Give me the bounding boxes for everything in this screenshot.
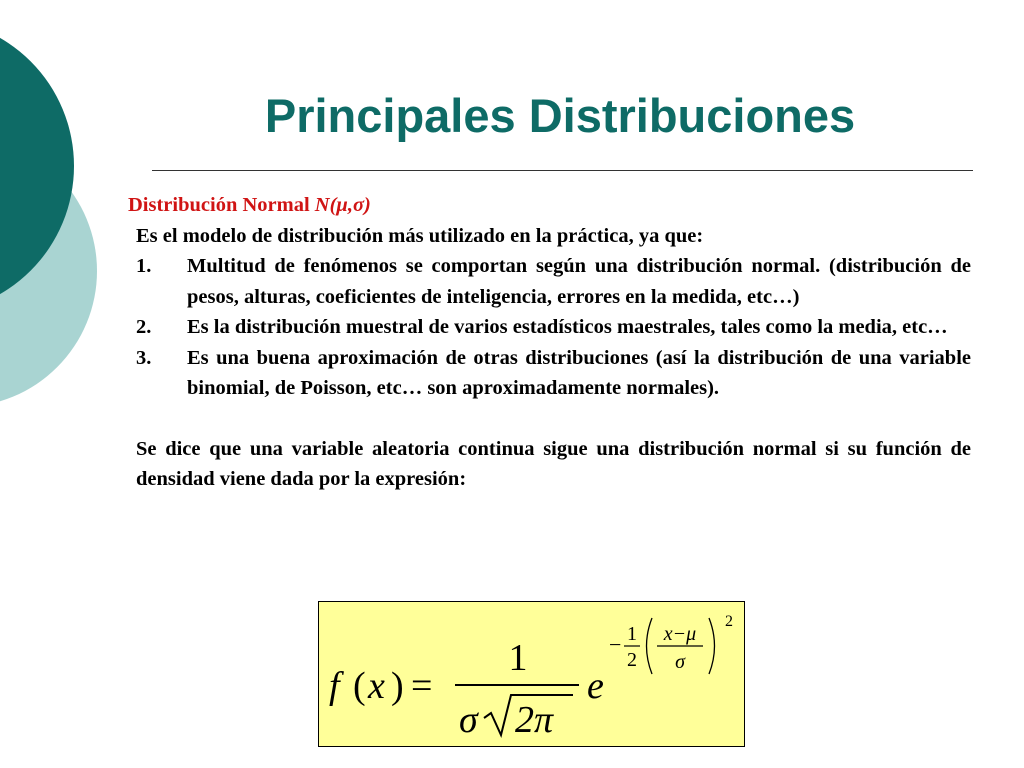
- spacer: [136, 404, 971, 434]
- fraction-numerator: 1: [508, 637, 528, 679]
- formula-f: f: [329, 665, 340, 707]
- exponent-inner-denominator: σ: [675, 651, 685, 673]
- exponent-inner-numerator: x−μ: [663, 623, 697, 645]
- formula-x: x: [368, 665, 385, 707]
- slide-title: Principales Distribuciones: [264, 89, 856, 142]
- exponent-minus: −: [609, 632, 622, 657]
- formula-paren-close: ): [391, 665, 404, 707]
- formula-e: e: [587, 665, 604, 707]
- list-item: [136, 343, 971, 404]
- exponent-power: 2: [725, 613, 733, 630]
- list-item-number: 3.: [136, 346, 152, 369]
- exponent-left-paren: [647, 618, 653, 674]
- denominator-sigma: σ: [459, 699, 478, 741]
- density-formula-box: [318, 601, 745, 747]
- list-item: [136, 312, 971, 343]
- exponent-half-numerator: 1: [627, 623, 637, 645]
- formula-equals: =: [411, 665, 433, 707]
- formula-paren-open: (: [353, 665, 366, 707]
- subtitle-label: Distribución Normal: [128, 194, 315, 216]
- list-item-text: Es una buena aproximación de otras distribuciones (así la distribución de una variable binomial, de Poisson, etc… son aproximadamente normales).: [187, 346, 971, 399]
- section-subtitle: [128, 190, 971, 221]
- denominator-two-pi: 2π: [515, 699, 554, 741]
- closing-paragraph: Se dice que una variable aleatoria continua sigue una distribución normal si su función de densidad viene dada por la expresión:: [136, 437, 971, 490]
- list-item: [136, 251, 971, 312]
- exponent-half-denominator: 2: [627, 649, 637, 671]
- list-item-number: 2.: [136, 316, 152, 338]
- list-item-number: 1.: [136, 255, 152, 277]
- exponent-right-paren: [709, 618, 715, 674]
- density-formula: [319, 602, 743, 745]
- subtitle-notation: N(μ,σ): [314, 194, 371, 216]
- reasons-list: [136, 251, 971, 404]
- title-divider: [152, 170, 973, 171]
- slide-body: [128, 190, 971, 495]
- list-item-text: Es la distribución muestral de varios estadísticos maestrales, tales como la media, etc…: [187, 316, 948, 338]
- list-item-text: Multitud de fenómenos se comportan según una distribución normal. (distribución de pesos, alturas, coeficientes de inteligencia, errores en la medida, etc…): [187, 255, 971, 308]
- intro-paragraph: Es el modelo de distribución más utilizado en la práctica, ya que:: [136, 224, 704, 247]
